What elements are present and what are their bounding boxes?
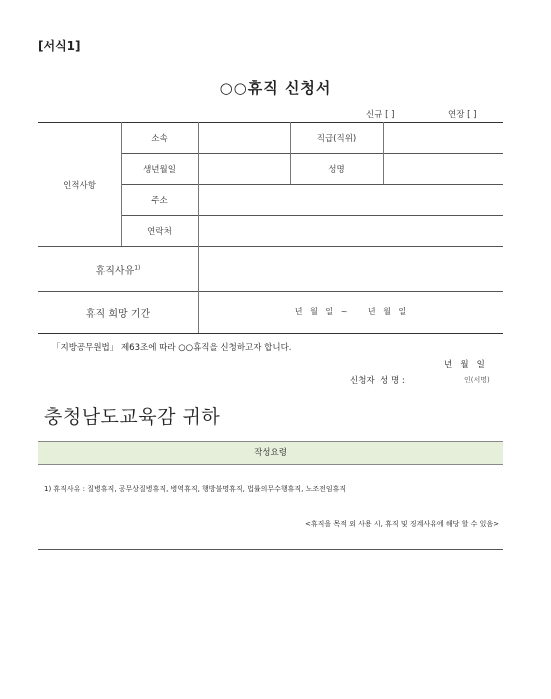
footnote-marker: 1) bbox=[134, 264, 141, 272]
bottom-divider bbox=[38, 549, 503, 550]
leave-period-value: 년 월 일 ~ 년 월 일 bbox=[294, 307, 407, 316]
name-label: 성명 bbox=[328, 165, 345, 175]
applicant-name-label: 신청자 성 명 : bbox=[350, 376, 405, 386]
form-label: [서식1] bbox=[38, 39, 81, 53]
footnote-text: 1) 휴직사유 : 질병휴직, 공무상질병휴직, 병역휴직, 행방불명휴직, 법률의무수행휴직, 노조전임휴직 bbox=[44, 485, 347, 493]
apply-type-extend: 연장 [ ] bbox=[448, 110, 477, 120]
leave-period-label: 휴직 희망 기간 bbox=[85, 309, 151, 320]
application-date: 년 월 일 bbox=[444, 360, 485, 370]
seal-signature: 인(서명) bbox=[464, 376, 490, 384]
address-label: 주소 bbox=[151, 196, 168, 206]
birthdate-label: 생년월일 bbox=[143, 165, 176, 175]
caution-text: <휴직을 목적 외 사용 시, 휴직 및 징계사유에 해당 할 수 있음> bbox=[305, 520, 499, 528]
recipient: 충청남도교육감 귀하 bbox=[44, 406, 221, 428]
personal-info-label: 인적사항 bbox=[63, 181, 96, 191]
contact-label: 연락처 bbox=[147, 227, 172, 237]
apply-type-new: 신규 [ ] bbox=[366, 110, 395, 120]
rank-label: 직급(직위) bbox=[316, 134, 357, 144]
affiliation-label: 소속 bbox=[151, 134, 168, 144]
guide-title: 작성요령 bbox=[254, 448, 287, 458]
document-title: ○○휴직 신청서 bbox=[219, 79, 332, 97]
leave-reason-label: 휴직사유$^{1)}$ bbox=[95, 264, 141, 277]
legal-statement: 「지방공무원법」 제63조에 따라 ○○휴직을 신청하고자 합니다. bbox=[52, 343, 292, 353]
